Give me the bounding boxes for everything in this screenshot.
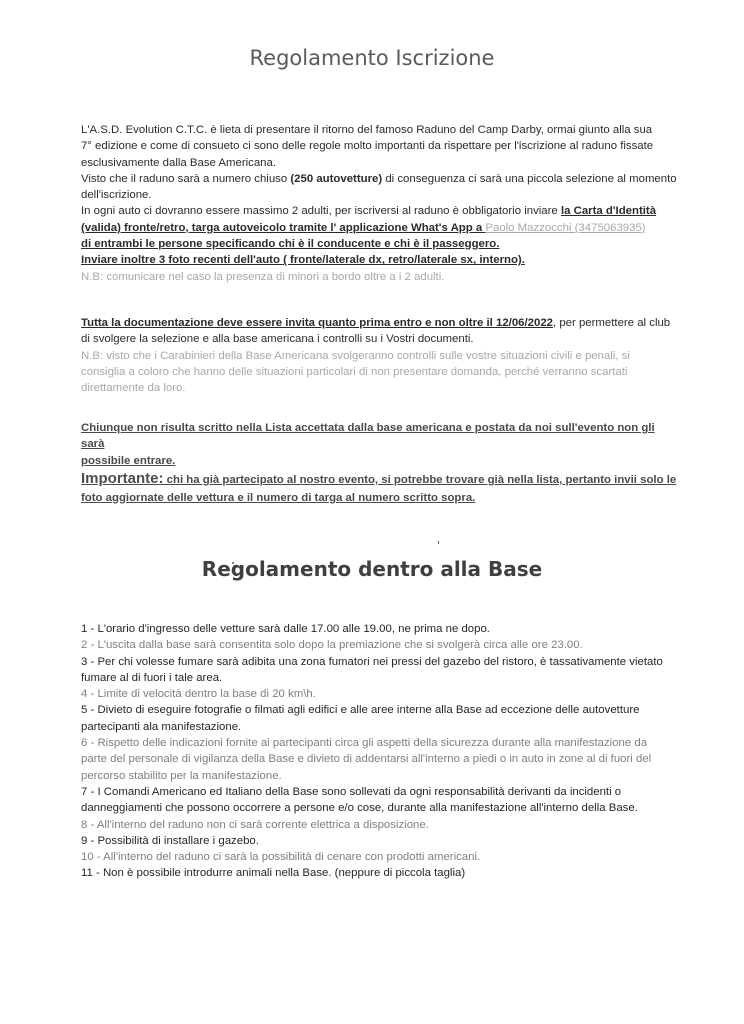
rule-item: 6 - Rispetto delle indicazioni fornite ai partecipanti circa gli aspetti della sicurezza durante alla manifestazione da [81,737,648,750]
contact-name-phone: Paolo Mazzocchi (3475063935) [485,221,646,234]
rule-item: partecipanti ala manifestazione. [81,720,242,733]
intro-line [81,203,681,219]
rule-item: 7 - I Comandi Americano ed Italiano della Base sono sollevati da ogni responsabilità derivanti da incidenti o [81,785,622,798]
intro-line [81,171,681,187]
list-warning: possibile entrare. [81,454,176,467]
rule-item: 2 - L'uscita dalla base sarà consentita solo dopo la premiazione che si svolgerà circa alle ore 23.00. [81,639,583,652]
rule-item: 11 - Non è possibile introdurre animali nella Base. (neppure di piccola taglia) [81,867,466,880]
intro-section [81,122,681,285]
important-line [81,469,681,490]
rule-item: fumare al di fuori i tale area. [81,671,223,684]
rule-item: parte del personale di vigilanza della Base e divieto di addentarsi all'interno a piedi o in auto in zone al di fuori del [81,753,652,766]
section-title: Regolamento dentro alla Base [201,557,543,581]
intro-line: 7° edizione e come di consueto ci sono delle regole molto importanti da rispettare per l'iscrizione al raduno fissate [81,140,654,153]
list-warning: Chiunque non risulta scritto nella Lista accettata dalla base americana e postata da noi sull'evento non gli sarà [81,422,655,451]
page-title: Regolamento Iscrizione [249,46,495,70]
rule-item: danneggiamenti che possono occorrere a persone e/o cose, durante alla manifestazione all'interno della Base. [81,802,638,815]
nb-carabinieri: direttamente da loro. [81,382,186,395]
base-rules-list [81,621,681,882]
rule-item: 5 - Divieto di eseguire fotografie o filmati agli edifici e alle aree interne alla Base ad eccezione delle autovetture [81,704,640,717]
intro-text: Visto che il raduno sarà a numero chiuso [81,172,291,185]
rule-item: 3 - Per chi volesse fumare sarà adibita una zona fumatori nei pressi del gazebo del ristoro, è tassativamente vietato [81,655,663,668]
intro-line [81,220,681,236]
important-text: chi ha già partecipato al nostro evento, si potrebbe trovare già nella lista, pertanto invii solo le [163,473,677,486]
important-text: foto aggiornate delle vettura e il numero di targa al numero scritto sopra. [81,491,476,504]
warning-section [81,420,681,506]
rule-item: 8 - All'interno del raduno non ci sarà corrente elettrica a disposizione. [81,818,429,831]
important-heading: Importante: [81,469,164,487]
rule-item: 4 - Limite di velocità dentro la base di 20 km\h. [81,688,316,701]
whatsapp-requirement: (valida) fronte/retro, targa autoveicolo tramite l' applicazione What's App a [81,221,486,234]
doc-line: di svolgere la selezione e alla base americana i controlli su i Vostri documenti. [81,333,474,346]
scan-speck [438,541,439,544]
rule-item: 10 - All'interno del raduno ci sarà la possibilità di cenare con prodotti americani. [81,851,481,864]
deadline-text: Tutta la documentazione deve essere invita quanto prima entro e non oltre il 12/06/2022 [81,317,554,329]
intro-line: esclusivamente dalla Base Americana. [81,156,277,169]
intro-line: di entrambi le persone specificando chi è il conducente e chi è il passeggero. [81,238,500,251]
documentation-section [81,315,681,396]
nb-carabinieri: N.B: visto che i Carabinieri della Base Americana svolgeranno controlli sulle vostre situazioni civili e penali, si [81,349,630,362]
intro-text: In ogni auto ci dovranno essere massimo 2 adulti, per iscriversi al raduno è obbligatorio inviare [81,205,561,218]
rule-item: 9 - Possibilità di installare i gazebo. [81,834,259,847]
intro-line: dell'iscrizione. [81,189,152,202]
rule-item: percorso stabilito per la manifestazione. [81,769,282,782]
doc-text: , per permettere al club [553,317,671,329]
intro-text: di conseguenza ci sarà una piccola selezione al momento [382,172,677,185]
photos-requirement: Inviare inoltre 3 foto recenti dell'auto ( fronte/laterale dx, retro/laterale sx, interno). [81,254,525,267]
nb-minors: N.B: comunicare nel caso la presenza di minori a bordo oltre a i 2 adulti. [81,270,445,283]
car-limit: (250 autovetture) [290,172,383,185]
intro-line: L'A.S.D. Evolution C.T.C. è lieta di presentare il ritorno del famoso Raduno del Camp Darby, ormai giunto alla sua [81,124,653,136]
id-card-requirement: la Carta d'Identità [560,205,657,218]
nb-carabinieri: consiglia a coloro che hanno delle situazioni particolari di non presentare domanda, perché verranno scartati [81,365,628,378]
doc-line [81,315,681,331]
rule-item: 1 - L'orario d'ingresso delle vetture sarà dalle 17.00 alle 19.00, ne prima ne dopo. [81,623,490,635]
